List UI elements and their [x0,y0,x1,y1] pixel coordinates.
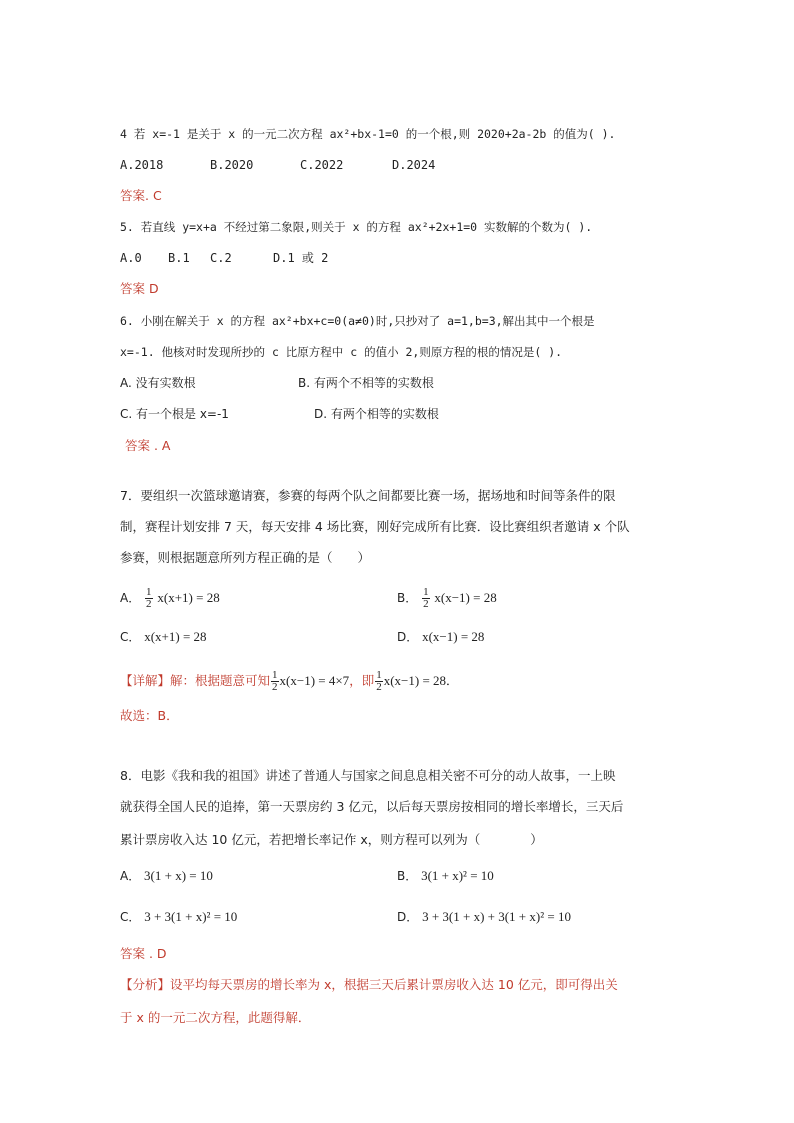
q7-stem-line1: 7．要组织一次篮球邀请赛，参赛的每两个队之间都要比赛一场，据场地和时间等条件的限 [120,488,616,503]
fraction: $\frac{1}{2}$ [423,586,429,610]
q5-answer: 答案 D [120,281,159,296]
q6-option-c: C. 有一个根是 x=-1 [120,407,229,421]
detail-text: 解：根据题意可知 [170,673,271,688]
option-letter: C． [120,910,141,924]
fraction: $\frac{1}{2}$ [376,669,382,693]
q5-stem: 5. 若直线 y=x+a 不经过第二象限,则关于 x 的方程 ax²+2x+1=0 实数解的个数为( ). [120,220,593,234]
q8-option-d [397,909,571,925]
q8-stem-line1: 8．电影《我和我的祖国》讲述了普通人与国家之间息息相关密不可分的动人故事，一上映 [120,768,616,783]
q4-answer: 答案. C [120,188,162,203]
detail-equation-2: x(x−1) = 28 [383,673,447,688]
q5-option-b: B.1 [168,251,190,265]
q7-conclusion: 故选：B． [120,708,179,723]
option-letter: C． [120,630,141,644]
q8-analysis-line1 [120,977,618,993]
q7-option-c [120,629,207,645]
option-equation: 3 + 3(1 + x)² = 10 [144,909,238,924]
option-letter: D． [397,630,419,644]
option-equation: 3(1 + x) = 10 [144,868,213,883]
option-letter: B． [397,591,418,605]
q4-option-a: A.2018 [120,158,164,172]
detail-equation-1: x(x−1) = 4×7 [279,673,350,688]
q6-stem-line1: 6. 小刚在解关于 x 的方程 ax²+bx+c=0(a≠0)时,只抄对了 a=1,b=3,解出其中一个根是 [120,314,595,328]
q8-stem-line3: 累计票房收入达 10 亿元，若把增长率记作 x，则方程可以列为（ ） [120,832,543,847]
q4-stem: 4 若 x=-1 是关于 x 的一元二次方程 ax²+bx-1=0 的一个根,则 2020+2a-2b 的值为( ). [120,127,616,141]
option-equation: 3(1 + x)² = 10 [421,868,494,883]
q7-option-b [397,587,497,610]
analysis-text-1: 设平均每天票房的增长率为 x，根据三天后累计票房收入达 10 亿元，即可得出关 [170,977,618,992]
q8-analysis-line2: 于 x 的一元二次方程，此题得解． [120,1010,311,1025]
q5-option-a: A.0 [120,251,142,265]
option-equation: x(x+1) = 28 [144,629,207,644]
q8-stem-line2: 就获得全国人民的追捧，第一天票房约 3 亿元，以后每天票房按相同的增长率增长，三天后 [120,799,624,814]
fraction: $\frac{1}{2}$ [272,669,278,693]
q4-option-b: B.2020 [210,158,254,172]
option-equation: x(x−1) = 28 [434,590,497,605]
q5-option-d: D.1 或 2 [273,251,329,265]
q8-option-c [120,909,237,925]
q7-detail [120,670,459,693]
option-equation: x(x+1) = 28 [157,590,220,605]
option-equation: x(x−1) = 28 [422,629,485,644]
option-equation: 3 + 3(1 + x) + 3(1 + x)² = 10 [422,909,571,924]
q5-option-c: C.2 [210,251,232,265]
fraction: $\frac{1}{2}$ [146,586,152,610]
q6-option-a: A. 没有实数根 [120,376,196,390]
detail-end: ． [446,673,459,688]
option-letter: A． [120,591,141,605]
q7-stem-line3: 参赛，则根据题意所列方程正确的是（ ） [120,550,371,565]
option-letter: A． [120,869,141,883]
option-letter: D． [397,910,419,924]
q8-option-a [120,868,213,884]
q8-answer: 答案 . D [120,946,167,961]
q6-stem-line2: x=-1. 他核对时发现所抄的 c 比原方程中 c 的值小 2,则原方程的根的情况是( ). [120,345,563,359]
q7-stem-line2: 制，赛程计划安排 7 天，每天安排 4 场比赛，刚好完成所有比赛．设比赛组织者邀请 x 个队 [120,519,630,534]
q4-option-d: D.2024 [392,158,436,172]
detail-mid: ，即 [349,673,375,688]
analysis-tag: 【分析】 [120,977,171,992]
q6-option-d: D. 有两个相等的实数根 [314,407,439,421]
q7-option-a [120,587,220,610]
option-letter: B． [397,869,418,883]
q4-option-c: C.2022 [300,158,344,172]
q6-option-b: B. 有两个不相等的实数根 [298,376,434,390]
q8-option-b [397,868,494,884]
q6-answer: 答案 . A [125,438,171,453]
detail-tag: 【详解】 [120,673,171,688]
q7-option-d [397,629,484,645]
